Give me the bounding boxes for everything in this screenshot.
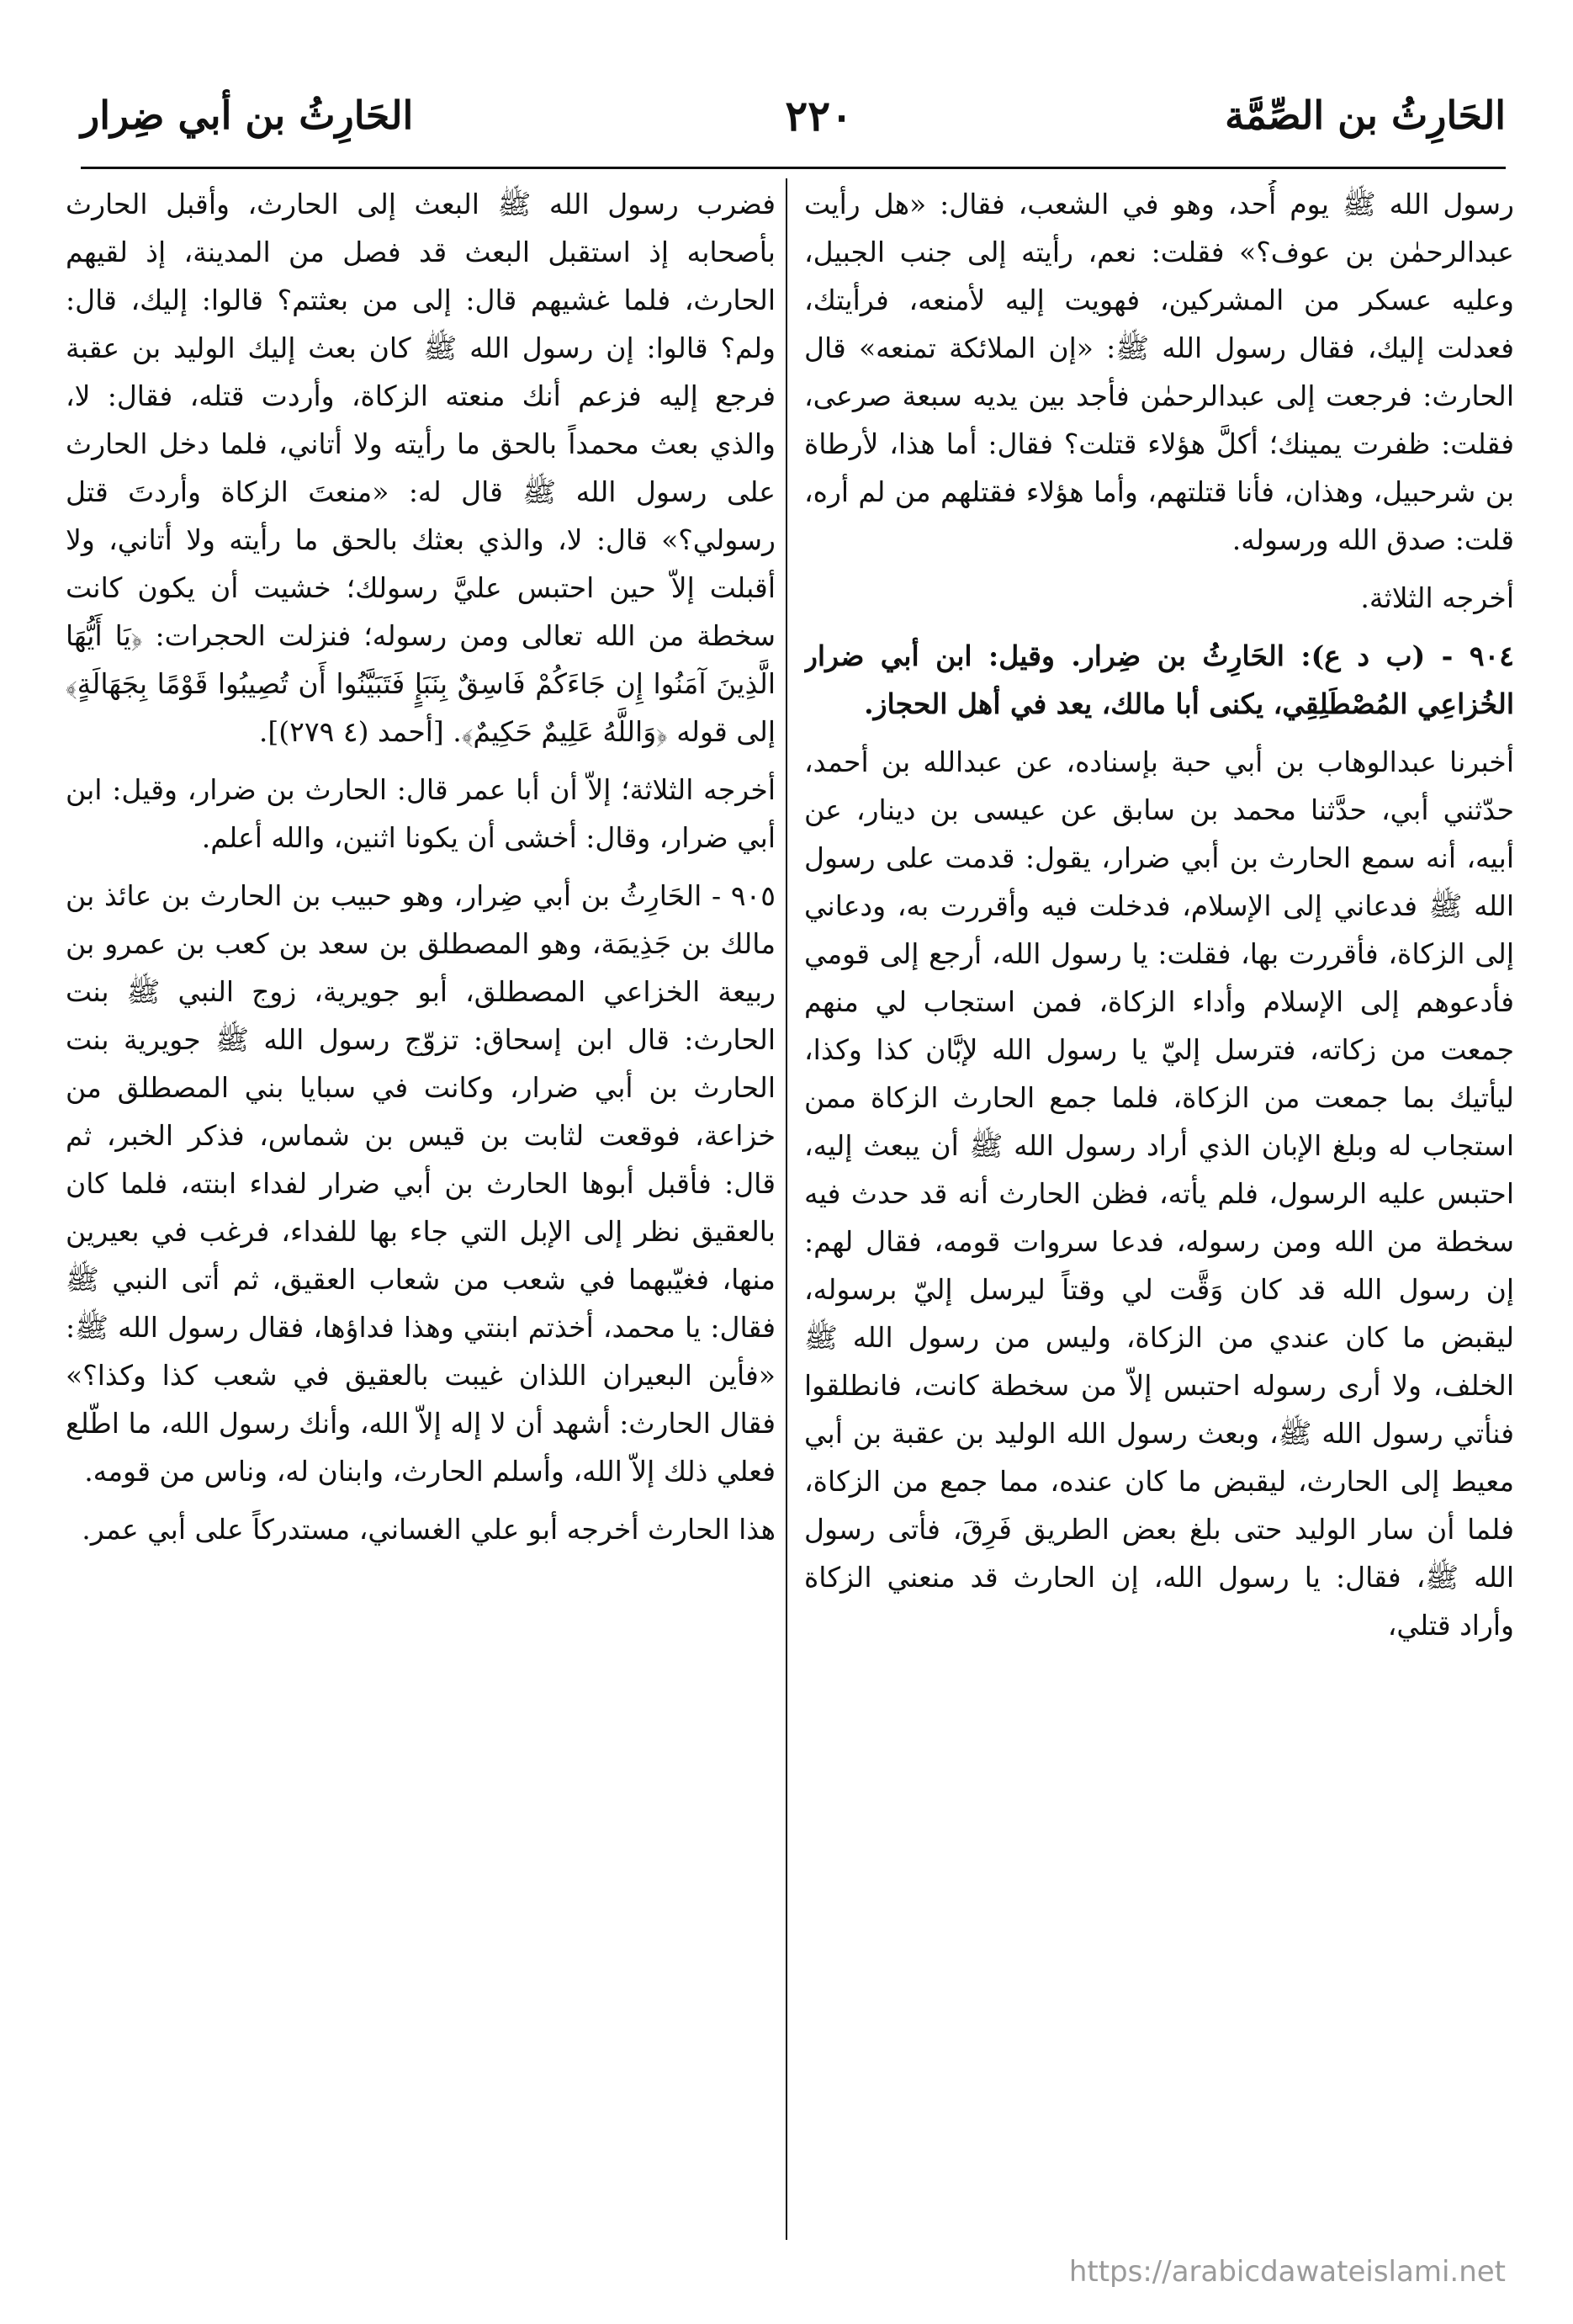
- paragraph: أخرجه الثلاثة؛ إلاّ أن أبا عمر قال: الحارث بن ضرار، وقيل: ابن أبي ضرار، وقال: أخشى أن يكونا اثنين، والله أعلم.: [66, 773, 776, 854]
- watermark-url: https://arabicdawateislami.net: [1068, 2255, 1506, 2289]
- page-header: [81, 77, 1506, 153]
- column-divider: [786, 178, 787, 2240]
- entry-paragraph: ٩٠٥ - الحَارِثُ بن أبي ضِرار، وهو حبيب بن الحارث بن عائذ بن مالك بن جَذِيمَة، وهو المصطلق بن سعد بن كعب بن عمرو بن ربيعة الخزاعي المصطلق، أبو جويرية، زوج النبي ﷺ بنت الحارث: قال ابن إسحاق: تزوّج رسول الله ﷺ جويرية بنت الحارث بن أبي ضرار، وكانت في سبايا بني المصطلق من خزاعة، فوقعت لثابت بن قيس بن شماس، فذكر الخبر، ثم قال: فأقبل أبوها الحارث بن أبي ضرار لفداء ابنته، فلما كان بالعقيق نظر إلى الإبل التي جاء بها للفداء، فرغب في بعيرين منها، فغيّبهما في شعب من شعاب العقيق، ثم أتى النبي ﷺ فقال: يا محمد، أخذتم ابنتي وهذا فداؤها، فقال رسول الله ﷺ: «فأين البعيران اللذان غيبت بالعقيق في شعب كذا وكذا؟» فقال الحارث: أشهد أن لا إله إلاّ الله، وأنك رسول الله، ما اطّلع فعلي ذلك إلاّ الله، وأسلم الحارث، وابنان له، وناس من قومه.: [66, 879, 776, 1488]
- paragraph: أخبرنا عبدالوهاب بن أبي حبة بإسناده، عن عبدالله بن أحمد، حدّثني أبي، حدَّثنا محمد بن سابق عن عيسى بن دينار، عن أبيه، أنه سمع الحارث بن أبي ضرار، يقول: قدمت على رسول الله ﷺ فدعاني إلى الإسلام، فدخلت فيه وأقررت به، ودعاني إلى الزكاة، فأقررت بها، فقلت: يا رسول الله، أرجع إلى قومي فأدعوهم إلى الإسلام وأداء الزكاة، فمن استجاب لي منهم جمعت من زكاته، فترسل إليّ يا رسول الله لإبَّان كذا وكذا، ليأتيك بما جمعت من الزكاة، فلما جمع الحارث الزكاة ممن استجاب له وبلغ الإبان الذي أراد رسول الله ﷺ أن يبعث إليه، احتبس عليه الرسول، فلم يأته، فظن الحارث أنه قد حدث فيه سخطة من الله ومن رسوله، فدعا سروات قومه، فقال لهم: إن رسول الله قد كان وَقَّت لي وقتاً ليرسل إليّ برسوله، ليقبض ما كان عندي من الزكاة، وليس من رسول الله ﷺ الخلف، ولا أرى رسوله احتبس إلاّ من سخطة كانت، فانطلقوا فنأتي رسول الله ﷺ، وبعث رسول الله الوليد بن عقبة بن أبي معيط إلى الحارث، ليقبض ما كان عنده، مما جمع من الزكاة، فلما أن سار الوليد حتى بلغ بعض الطريق فَرِقَ، فأتى رسول الله ﷺ، فقال: يا رسول الله، إن الحارث قد منعني الزكاة وأراد قتلي،: [804, 745, 1514, 1642]
- right-column: [804, 180, 1514, 2233]
- entry-heading-paragraph: ٩٠٤ - (ب د ع): الحَارِثُ بن ضِرار. وقيل: ابن أبي ضرار الخُزاعِي المُصْطَلِقِي، يكنى أبا مالك، يعد في أهل الحجاز.: [804, 639, 1514, 720]
- header-divider: [81, 167, 1506, 169]
- paragraph: أخرجه الثلاثة.: [1360, 581, 1514, 614]
- paragraph: هذا الحارث أخرجه أبو علي الغساني، مستدركاً على أبي عمر.: [82, 1513, 776, 1546]
- page-number: ٢٢٠: [785, 90, 853, 141]
- paragraph: فضرب رسول الله ﷺ البعث إلى الحارث، وأقبل الحارث بأصحابه إذ استقبل البعث قد فصل من المدينة، إذ لقيهم الحارث، فلما غشيهم قال: إلى من بعثتم؟ قالوا: إليك، قال: ولم؟ قالوا: إن رسول الله ﷺ كان بعث إليك الوليد بن عقبة فرجع إليه فزعم أنك منعته الزكاة، وأردت قتله، فقال: لا، والذي بعث محمداً بالحق ما رأيته ولا أتاني، فلما دخل الحارث على رسول الله ﷺ قال له: «منعتَ الزكاة وأردتَ قتل رسولي؟» قال: لا، والذي بعثك بالحق ما رأيته ولا أتاني، ولا أقبلت إلاّ حين احتبس عليَّ رسولك؛ خشيت أن يكون كانت سخطة من الله تعالى ومن رسوله؛ فنزلت الحجرات: ﴿يَا أَيُّهَا الَّذِينَ آمَنُوا إِن جَاءَكُمْ فَاسِقٌ بِنَبَإٍ فَتَبَيَّنُوا أَن تُصِيبُوا قَوْمًا بِجَهَالَةٍ﴾ إلى قوله ﴿وَاللَّهُ عَلِيمٌ حَكِيمٌ﴾. [أحمد (٤ ٢٧٩)].: [66, 188, 776, 748]
- running-title-right: الحَارِثُ بن الصِّمَّة: [1225, 93, 1506, 138]
- running-title-left: الحَارِثُ بن أبي ضِرار: [81, 93, 414, 138]
- left-column: [66, 180, 776, 2233]
- paragraph: رسول الله ﷺ يوم أُحد، وهو في الشعب، فقال: «هل رأيت عبدالرحمٰن بن عوف؟» فقلت: نعم، رأيته إلى جنب الجبيل، وعليه عسكر من المشركين، فهويت إليه لأمنعه، فرأيتك، فعدلت إليك، فقال رسول الله ﷺ: «إن الملائكة تمنعه» قال الحارث: فرجعت إلى عبدالرحمٰن فأجد بين يديه سبعة صرعى، فقلت: ظفرت يمينك؛ أكلَّ هؤلاء قتلت؟ فقال: أما هذا، لأرطاة بن شرحبيل، وهذان، فأنا قتلتهم، وأما هؤلاء فقتلهم من لم أره، قلت: صدق الله ورسوله.: [804, 188, 1514, 556]
